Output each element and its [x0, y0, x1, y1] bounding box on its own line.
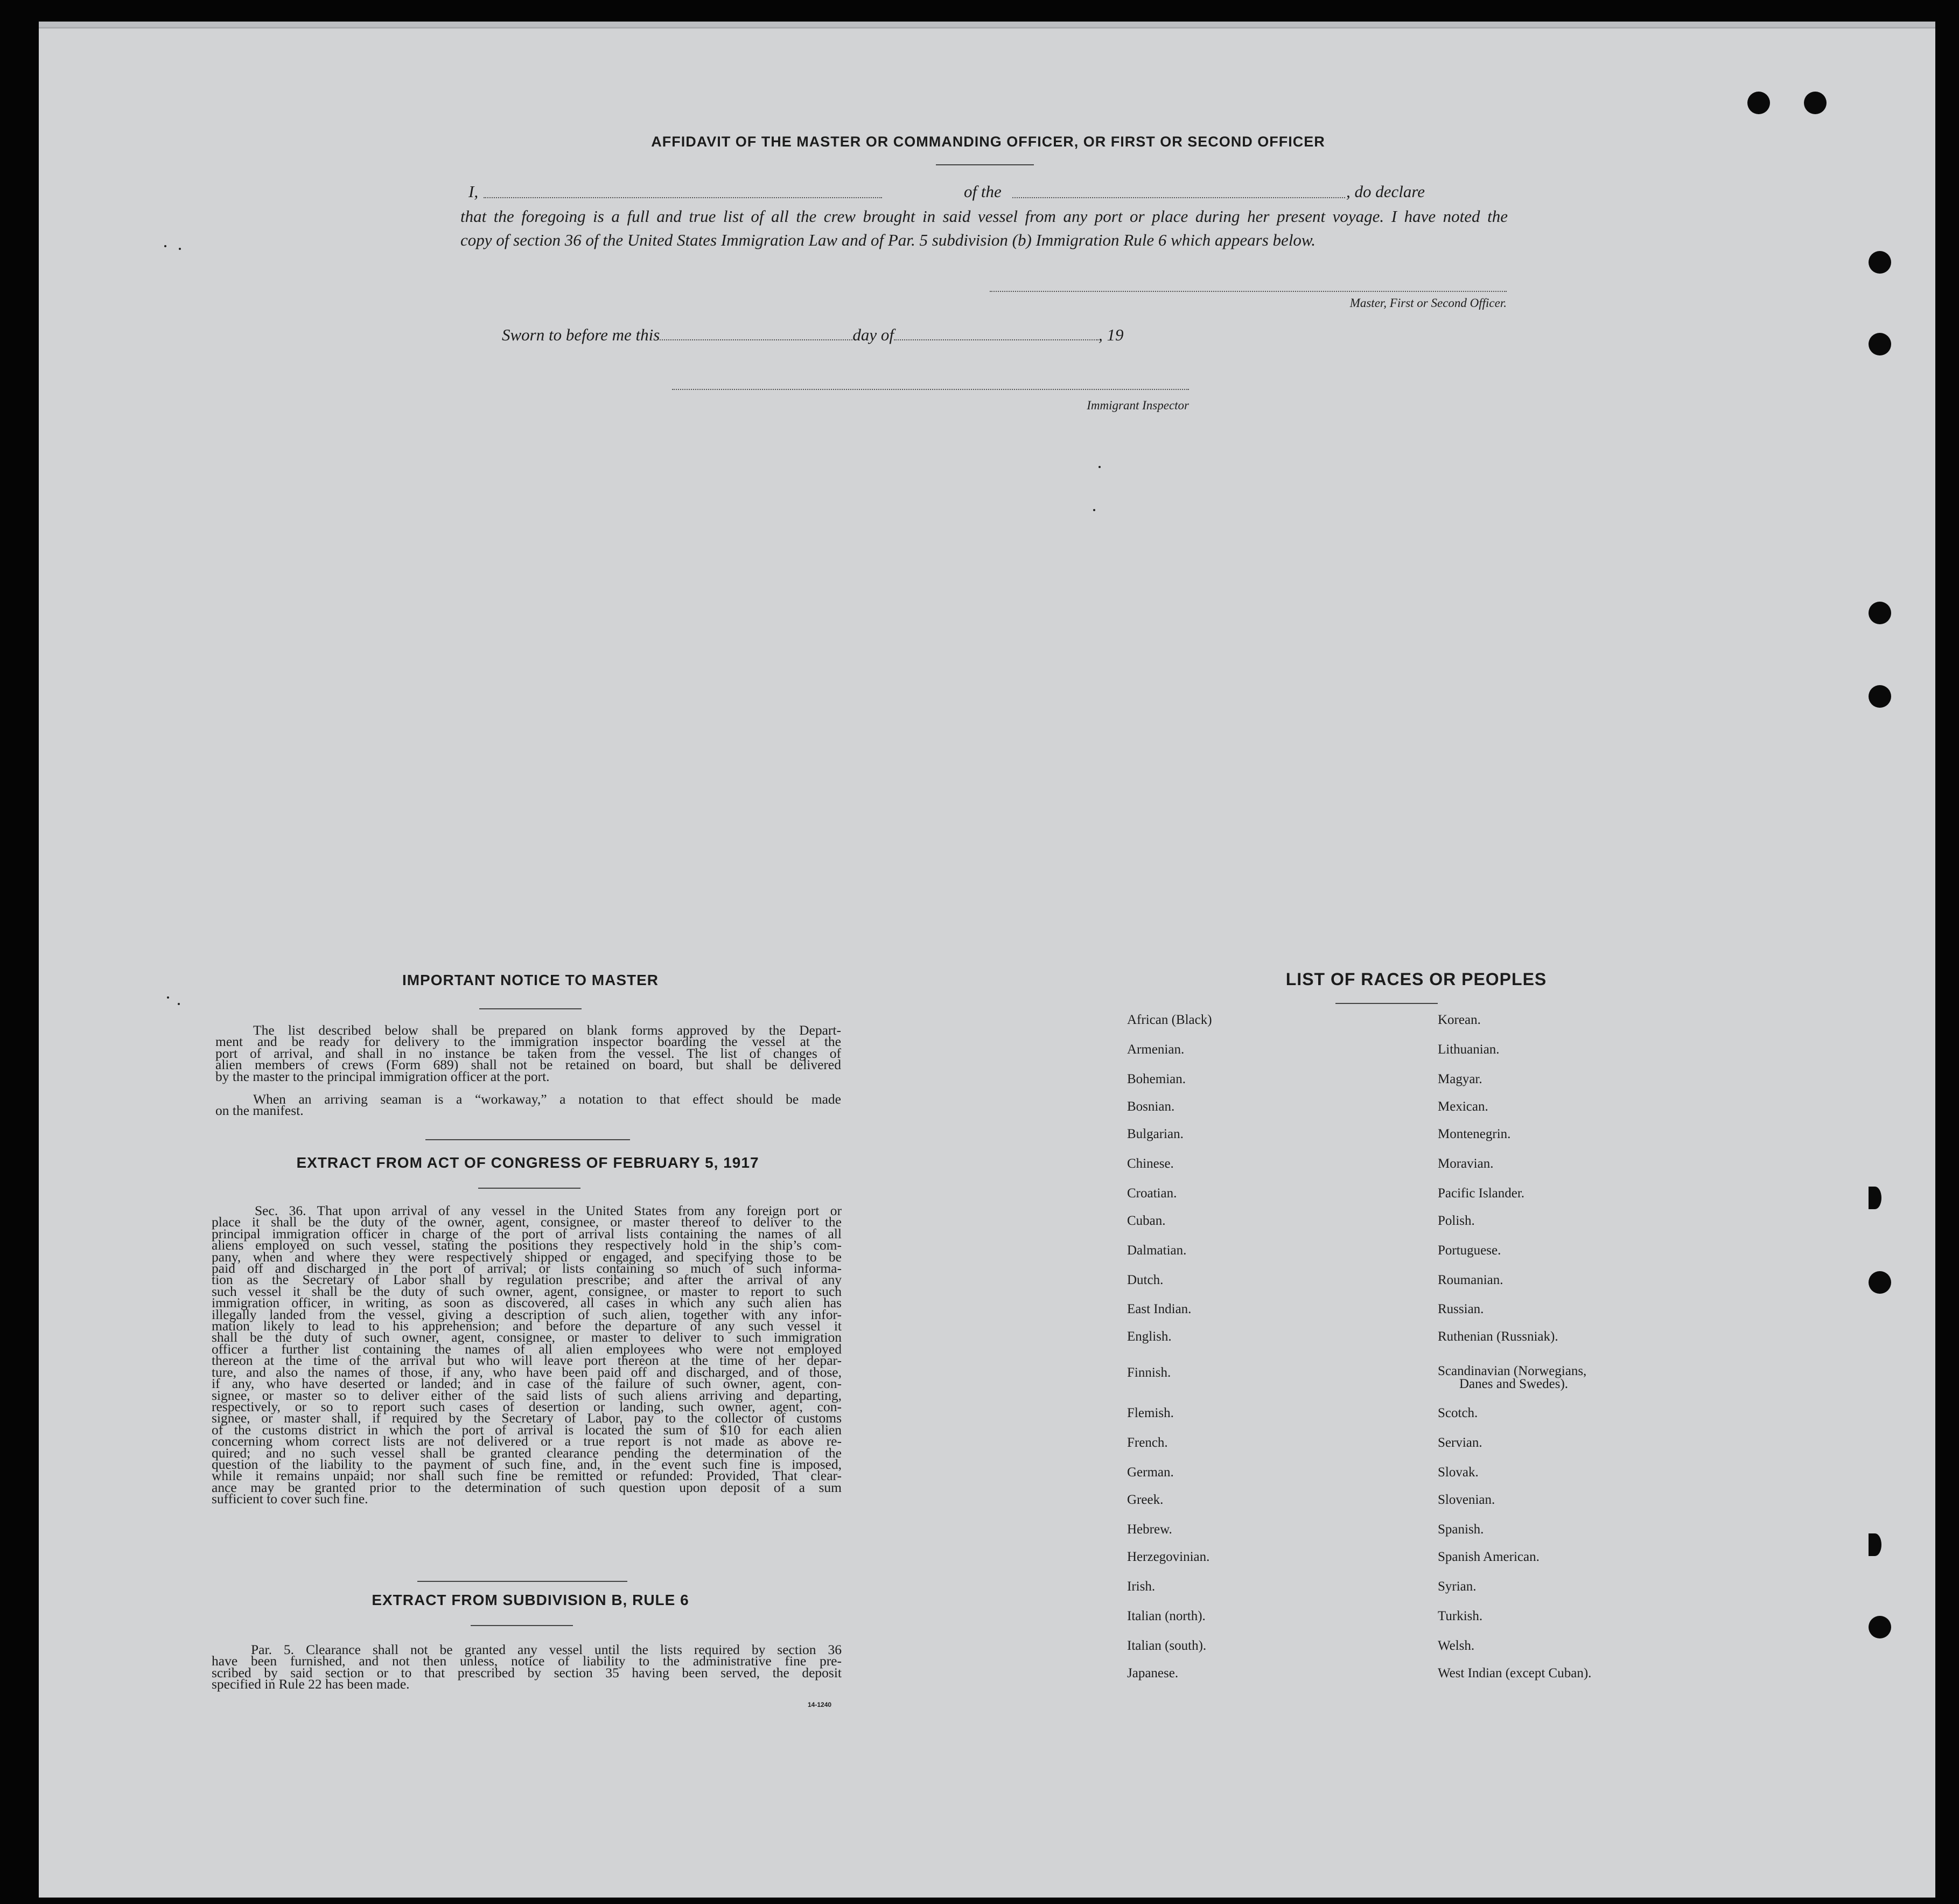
race-item: African (Black)	[1127, 1013, 1212, 1027]
text-line: The list described below shall be prepared on blank forms approved by the Depart-	[253, 1022, 841, 1038]
inspector-signature-blank[interactable]	[672, 389, 1189, 390]
text-line: port of arrival, and shall in no instance be taken from the vessel. The list of changes of	[215, 1045, 841, 1061]
text-line: alien members of crews (Form 689) shall not be retained on board, but shall be delivered	[215, 1057, 841, 1073]
speck	[178, 1003, 180, 1005]
act-extract-title: EXTRACT FROM ACT OF CONGRESS OF FEBRUARY 5, 1917	[296, 1154, 759, 1171]
race-item: Chinese.	[1127, 1156, 1174, 1171]
race-item: Scotch.	[1438, 1406, 1478, 1420]
declare-i: I,	[468, 182, 479, 201]
text-line: aliens employed on such vessel, stating the positions they respectively hold in the ship’s com-	[212, 1237, 842, 1253]
text-line: if any, who have deserted or landed; and in case of the failure of such owner, agent, con-	[212, 1376, 842, 1392]
race-item: Greek.	[1127, 1492, 1164, 1507]
binder-hole-icon	[1869, 1271, 1891, 1294]
text-line: place it shall be the duty of the owner, agent, consignee, or master thereof to deliver to the	[212, 1214, 842, 1230]
race-item: Magyar.	[1438, 1072, 1482, 1086]
text-line: ture, and also the names of those, if any, who have been paid off and discharged, and of those,	[212, 1364, 842, 1380]
text-line: have been furnished, and not then unless, notice of liability to the administrative fine pre-	[212, 1653, 842, 1669]
race-item: Bosnian.	[1127, 1099, 1175, 1114]
race-item: Scandinavian (Norwegians,	[1438, 1364, 1587, 1378]
text-line: officer a further list containing the names of all alien employees who were not employed	[212, 1341, 842, 1357]
race-item: Finnish.	[1127, 1365, 1171, 1380]
binder-hole-icon	[1869, 333, 1891, 355]
text-line: ance may be granted prior to the determination of such question upon deposit of a sum	[212, 1479, 842, 1495]
vessel-blank[interactable]	[1012, 197, 1345, 198]
race-item: Turkish.	[1438, 1609, 1483, 1623]
text-line: signee, or master so to deliver either of the said lists of such aliens arriving and departing,	[212, 1387, 842, 1403]
text-line: scribed by said section or to that prescribed by section 35 having been served, the deposit	[212, 1664, 842, 1680]
declare-do-declare: , do declare	[1346, 182, 1425, 201]
declare-of-the: of the	[964, 182, 1002, 201]
race-item: West Indian (except Cuban).	[1438, 1666, 1592, 1680]
text-line: When an arriving seaman is a “workaway,” a notation to that effect should be made	[253, 1091, 841, 1107]
race-item: Armenian.	[1127, 1042, 1185, 1057]
text-line: illegally landed from the vessel, giving a description of such alien, together with any infor-	[212, 1306, 842, 1322]
race-item: Russian.	[1438, 1302, 1484, 1316]
text-line: paid off and discharged in the port of arrival; or lists containing so much of such informa-	[212, 1260, 842, 1277]
race-item: Slovak.	[1438, 1465, 1479, 1480]
race-item: Bulgarian.	[1127, 1127, 1184, 1141]
race-item: English.	[1127, 1329, 1172, 1344]
text-line: sufficient to cover such fine.	[212, 1491, 368, 1507]
race-item: Korean.	[1438, 1013, 1481, 1027]
race-item: Mexican.	[1438, 1099, 1488, 1114]
divider	[417, 1581, 627, 1582]
race-item: Dutch.	[1127, 1273, 1164, 1287]
speck	[1099, 466, 1101, 468]
text-line: signee, or master shall, if required by the Secretary of Labor, pay to the collector of customs	[212, 1410, 842, 1426]
speck	[179, 248, 181, 250]
rule-extract-title: EXTRACT FROM SUBDIVISION B, RULE 6	[372, 1592, 689, 1608]
text-line: quired; and no such vessel shall be granted clearance pending the determination of the	[212, 1445, 842, 1461]
divider	[471, 1625, 573, 1626]
name-blank[interactable]	[484, 197, 882, 198]
race-item: Bohemian.	[1127, 1072, 1186, 1086]
races-title: LIST OF RACES OR PEOPLES	[1285, 970, 1547, 989]
text-line: tion as the Secretary of Labor shall by regulation prescribe; and after the arrival of any	[212, 1272, 842, 1288]
race-item: Syrian.	[1438, 1579, 1477, 1594]
sworn-day-of: day of	[852, 325, 894, 344]
race-item: Spanish.	[1438, 1522, 1484, 1537]
affidavit-text-line-1: that the foregoing is a full and true list of all the crew brought in said vessel from any port or place during her present voyage. I have noted the	[460, 207, 1508, 226]
text-line: pany, when and where they were respectively shipped or engaged, and specifying those to be	[212, 1249, 842, 1265]
master-signature-blank[interactable]	[990, 291, 1507, 292]
binder-hole-icon	[1869, 602, 1891, 624]
text-line: thereon at the time of the arrival but who will leave port thereon at the time of her depar-	[212, 1352, 842, 1369]
race-item: Italian (north).	[1127, 1609, 1206, 1623]
race-item: Cuban.	[1127, 1213, 1166, 1228]
binder-hole-icon	[1804, 92, 1827, 114]
text-line: while it remains unpaid; nor shall such fine be remitted or refunded: Provided, That clear-	[212, 1468, 842, 1484]
document-page	[39, 27, 1935, 1898]
race-item: German.	[1127, 1465, 1174, 1480]
race-item: Slovenian.	[1438, 1492, 1495, 1507]
race-item: Welsh.	[1438, 1638, 1475, 1653]
race-item: Herzegovinian.	[1127, 1550, 1210, 1564]
race-item-continuation: Danes and Swedes).	[1459, 1377, 1569, 1391]
race-item: Japanese.	[1127, 1666, 1179, 1680]
text-line: question of the liability to the payment of such fine, and, in the event such fine is imposed,	[212, 1456, 842, 1472]
race-item: East Indian.	[1127, 1302, 1192, 1316]
binder-hole-icon	[1869, 1187, 1881, 1209]
divider	[478, 1188, 580, 1189]
text-line: specified in Rule 22 has been made.	[212, 1676, 410, 1692]
race-item: French.	[1127, 1435, 1168, 1450]
notice-paragraph-2	[215, 1093, 841, 1117]
race-item: Italian (south).	[1127, 1638, 1207, 1653]
race-item: Pacific Islander.	[1438, 1186, 1525, 1201]
text-line: on the manifest.	[215, 1103, 304, 1119]
race-item: Ruthenian (Russniak).	[1438, 1329, 1558, 1344]
text-line: concerning whom correct lists are not delivered or a true report is not made as above re-	[212, 1433, 842, 1449]
binder-hole-icon	[1869, 685, 1891, 708]
race-item: Croatian.	[1127, 1186, 1177, 1201]
sworn-month-blank[interactable]	[894, 339, 1099, 340]
race-item: Hebrew.	[1127, 1522, 1172, 1537]
sworn-year: , 19	[1098, 325, 1124, 344]
race-item: Servian.	[1438, 1435, 1482, 1450]
race-item: Lithuanian.	[1438, 1042, 1500, 1057]
race-item: Flemish.	[1127, 1406, 1174, 1420]
inspector-label: Immigrant Inspector	[1087, 399, 1189, 412]
divider	[1335, 1003, 1438, 1004]
text-line: respectively, or so to report such cases of desertion or landing, such owner, agent, con-	[212, 1398, 842, 1414]
race-item: Irish.	[1127, 1579, 1156, 1594]
affidavit-title: AFFIDAVIT OF THE MASTER OR COMMANDING OFFICER, OR FIRST OR SECOND OFFICER	[651, 134, 1325, 150]
text-line: such vessel it shall be the duty of such owner, agent, consignee, or master to report to such	[212, 1283, 842, 1299]
text-line: ment and be ready for delivery to the immigration inspector boarding the vessel at the	[215, 1034, 841, 1050]
sworn-line	[502, 325, 1202, 345]
notice-title: IMPORTANT NOTICE TO MASTER	[402, 972, 659, 988]
text-line: of the customs district in which the port of arrival is located the sum of $10 for each alien	[212, 1421, 842, 1438]
binder-hole-icon	[1869, 1533, 1881, 1556]
sworn-prefix: Sworn to before me this	[502, 325, 660, 344]
speck	[1093, 509, 1095, 511]
race-item: Portuguese.	[1438, 1243, 1501, 1258]
divider	[936, 164, 1034, 165]
rule-extract-text	[212, 1644, 842, 1690]
affidavit-text-line-2: copy of section 36 of the United States Immigration Law and of Par. 5 subdivision (b) Immigration Rule 6 which appears below.	[460, 231, 1316, 249]
text-line: by the master to the principal immigration officer at the port.	[215, 1068, 550, 1084]
race-item: Dalmatian.	[1127, 1243, 1187, 1258]
text-line: shall be the duty of such owner, agent, consignee, or master to deliver to such immigration	[212, 1329, 842, 1345]
divider	[425, 1139, 630, 1140]
form-number: 14-1240	[808, 1701, 832, 1708]
master-label: Master, First or Second Officer.	[1349, 296, 1507, 310]
binder-hole-icon	[1869, 251, 1891, 274]
act-extract-text	[212, 1205, 842, 1505]
race-item: Spanish American.	[1438, 1550, 1540, 1564]
race-item: Roumanian.	[1438, 1273, 1503, 1287]
speck	[167, 996, 169, 999]
text-line: immigration officer, in writing, as soon as discovered, all cases in which any such alien has	[212, 1295, 842, 1311]
sworn-date-blank[interactable]	[660, 339, 852, 340]
binder-hole-icon	[1869, 1616, 1891, 1638]
text-line: mation likely to lead to his apprehension; and before the departure of any such vessel it	[212, 1318, 842, 1334]
text-line: Par. 5. Clearance shall not be granted any vessel until the lists required by section 36	[251, 1642, 842, 1657]
race-item: Moravian.	[1438, 1156, 1494, 1171]
divider	[479, 1008, 582, 1009]
text-line: principal immigration officer in charge of the port of arrival lists containing the names of all	[212, 1225, 842, 1242]
binder-hole-icon	[1747, 92, 1770, 114]
notice-paragraph-1	[215, 1024, 841, 1082]
race-item: Polish.	[1438, 1213, 1475, 1228]
text-line: Sec. 36. That upon arrival of any vessel in the United States from any foreign port or	[255, 1203, 842, 1218]
race-item: Montenegrin.	[1438, 1127, 1511, 1141]
speck	[164, 245, 166, 247]
